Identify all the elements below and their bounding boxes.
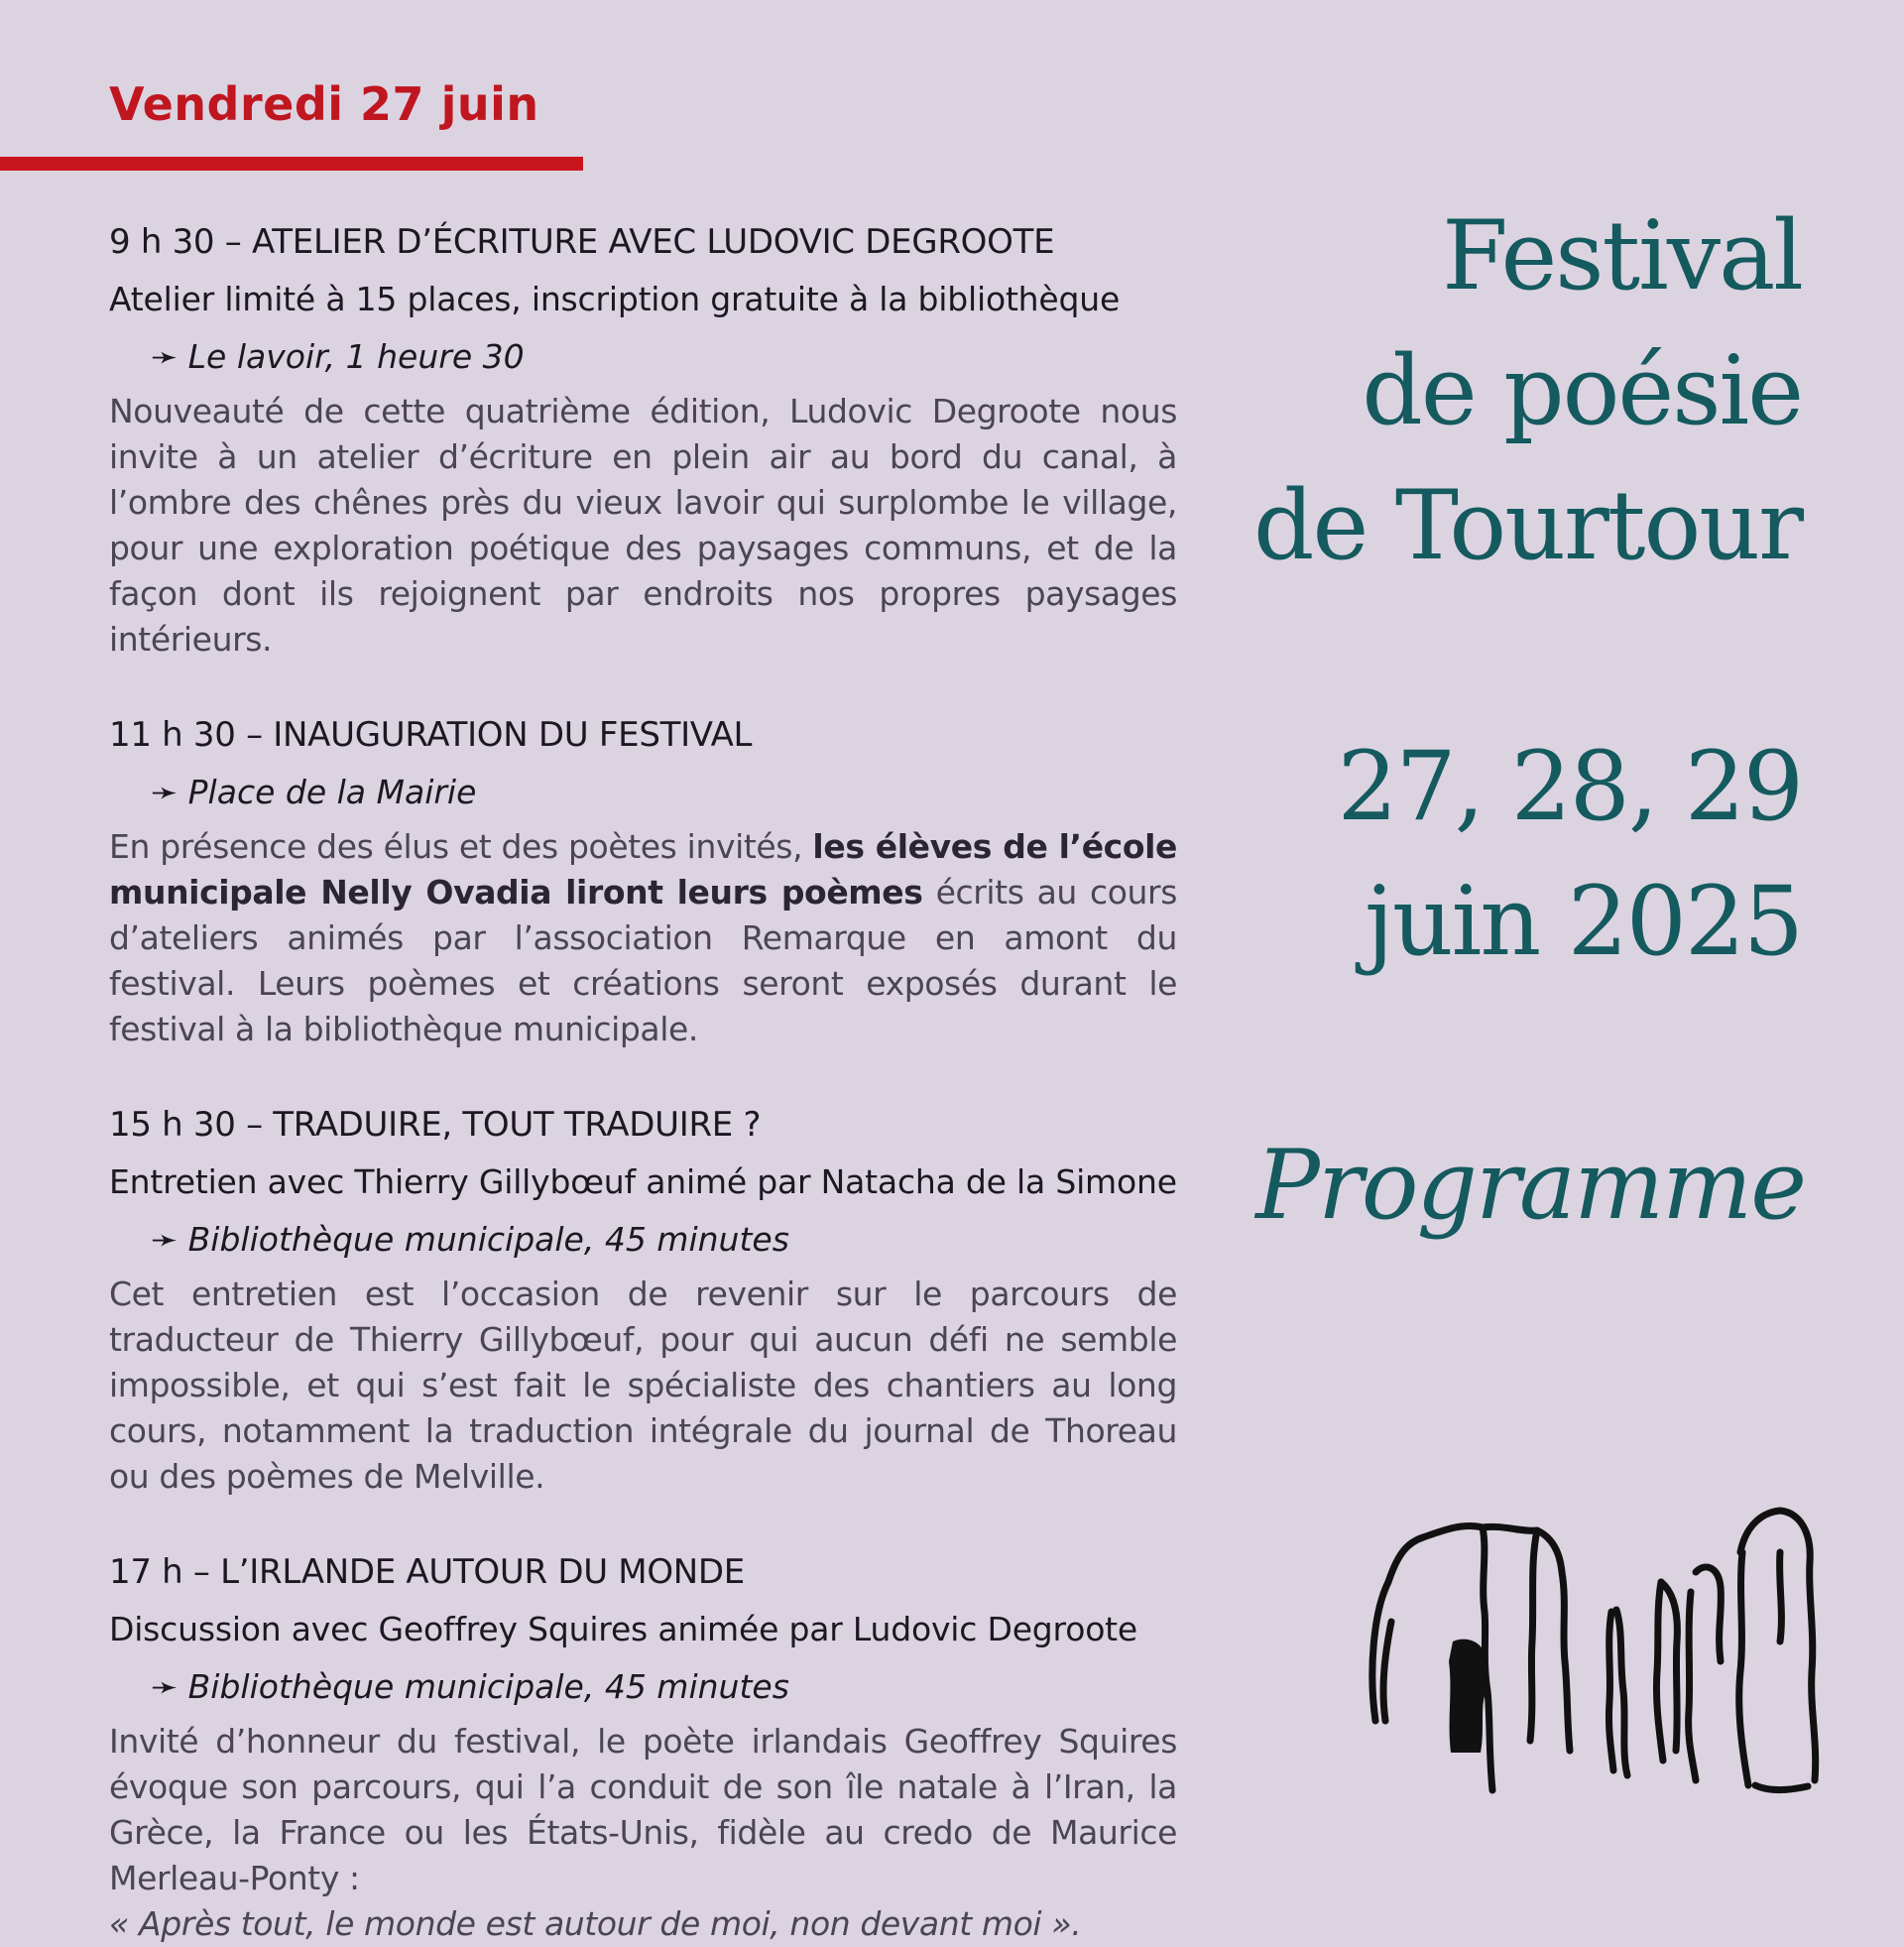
description-highlight: les élèves de l’école municipale Nelly Ovadia liront leurs poèmes: [109, 827, 1177, 912]
festival-dates-line: juin 2025: [1365, 866, 1802, 977]
event-location-text: Place de la Mairie: [187, 773, 477, 811]
event-subtitle: Discussion avec Geoffrey Squires animée par Ludovic Degroote: [109, 1610, 1138, 1648]
day-title: Vendredi 27 juin: [109, 77, 539, 131]
festival-title-line: de poésie: [1362, 335, 1802, 446]
village-ink-drawing: [1364, 1493, 1820, 1800]
event-heading: 17 h – L’IRLANDE AUTOUR DU MONDE: [109, 1552, 745, 1592]
event-location-text: Bibliothèque municipale, 45 minutes: [187, 1667, 789, 1706]
description-part: Invité d’honneur du festival, le poète irlandais Geoffrey Squires évoque son parcours, qui l’a conduit de son île natale à l’Iran, la Grèce, la France ou les États-Unis, fidèle au credo de Maurice Merleau-Ponty :: [109, 1722, 1177, 1897]
festival-title: [1108, 188, 1802, 593]
description-part: écrits au cours d’ateliers animés par l’association Remarque en amont du festival. Leurs poèmes et créations seront exposés durant le festival à la bibliothèque municipale.: [109, 873, 1178, 1048]
event-description: [109, 824, 1177, 1052]
festival-dates: [1108, 719, 1802, 989]
event-location-text: Le lavoir, 1 heure 30: [187, 337, 525, 376]
event-location: [109, 328, 1177, 386]
description-quote: « Après tout, le monde est autour de moi, non devant moi ».: [109, 1904, 1082, 1943]
event-traduire: [109, 1096, 1177, 1500]
event-description: Cet entretien est l’occasion de revenir sur le parcours de traducteur de Thierry Gillybœuf, pour qui aucun défi ne semble impossible, et qui s’est fait le spécialiste des chantiers au long cours, notamment la traduction intégrale du journal de Thoreau ou des poèmes de Melville.: [109, 1275, 1177, 1496]
event-heading: 9 h 30 – ATELIER D’ÉCRITURE AVEC LUDOVIC DEGROOTE: [109, 222, 1055, 262]
event-heading: 15 h 30 – TRADUIRE, TOUT TRADUIRE ?: [109, 1105, 762, 1145]
description-part: En présence des élus et des poètes invités,: [109, 827, 813, 866]
event-location: [109, 764, 1177, 821]
festival-dates-line: 27, 28, 29: [1337, 731, 1802, 842]
event-subtitle: Atelier limité à 15 places, inscription gratuite à la bibliothèque: [109, 280, 1121, 318]
program-list: [109, 213, 1177, 1947]
event-irlande: [109, 1543, 1177, 1947]
event-location: [109, 1658, 1177, 1716]
event-location: [109, 1211, 1177, 1269]
arrow-icon: ➛: [151, 773, 178, 811]
event-inauguration: [109, 706, 1177, 1052]
event-description: [109, 1719, 1177, 1947]
arrow-icon: ➛: [151, 337, 178, 376]
event-atelier: [109, 213, 1177, 663]
festival-title-line: de Tourtour: [1253, 470, 1802, 581]
red-rule-divider: [0, 157, 583, 171]
event-heading: 11 h 30 – INAUGURATION DU FESTIVAL: [109, 715, 753, 755]
event-subtitle: Entretien avec Thierry Gillybœuf animé par Natacha de la Simone: [109, 1162, 1177, 1201]
programme-label: Programme: [1255, 1130, 1805, 1241]
festival-title-line: Festival: [1442, 200, 1802, 311]
arrow-icon: ➛: [151, 1220, 178, 1259]
arrow-icon: ➛: [151, 1667, 178, 1706]
event-description: Nouveauté de cette quatrième édition, Ludovic Degroote nous invite à un atelier d’écriture en plein air au bord du canal, à l’ombre des chênes près du vieux lavoir qui surplombe le village, pour une exploration poétique des paysages communs, et de la façon dont ils rejoignent par endroits nos propres paysages intérieurs.: [109, 392, 1177, 659]
event-location-text: Bibliothèque municipale, 45 minutes: [187, 1220, 789, 1259]
